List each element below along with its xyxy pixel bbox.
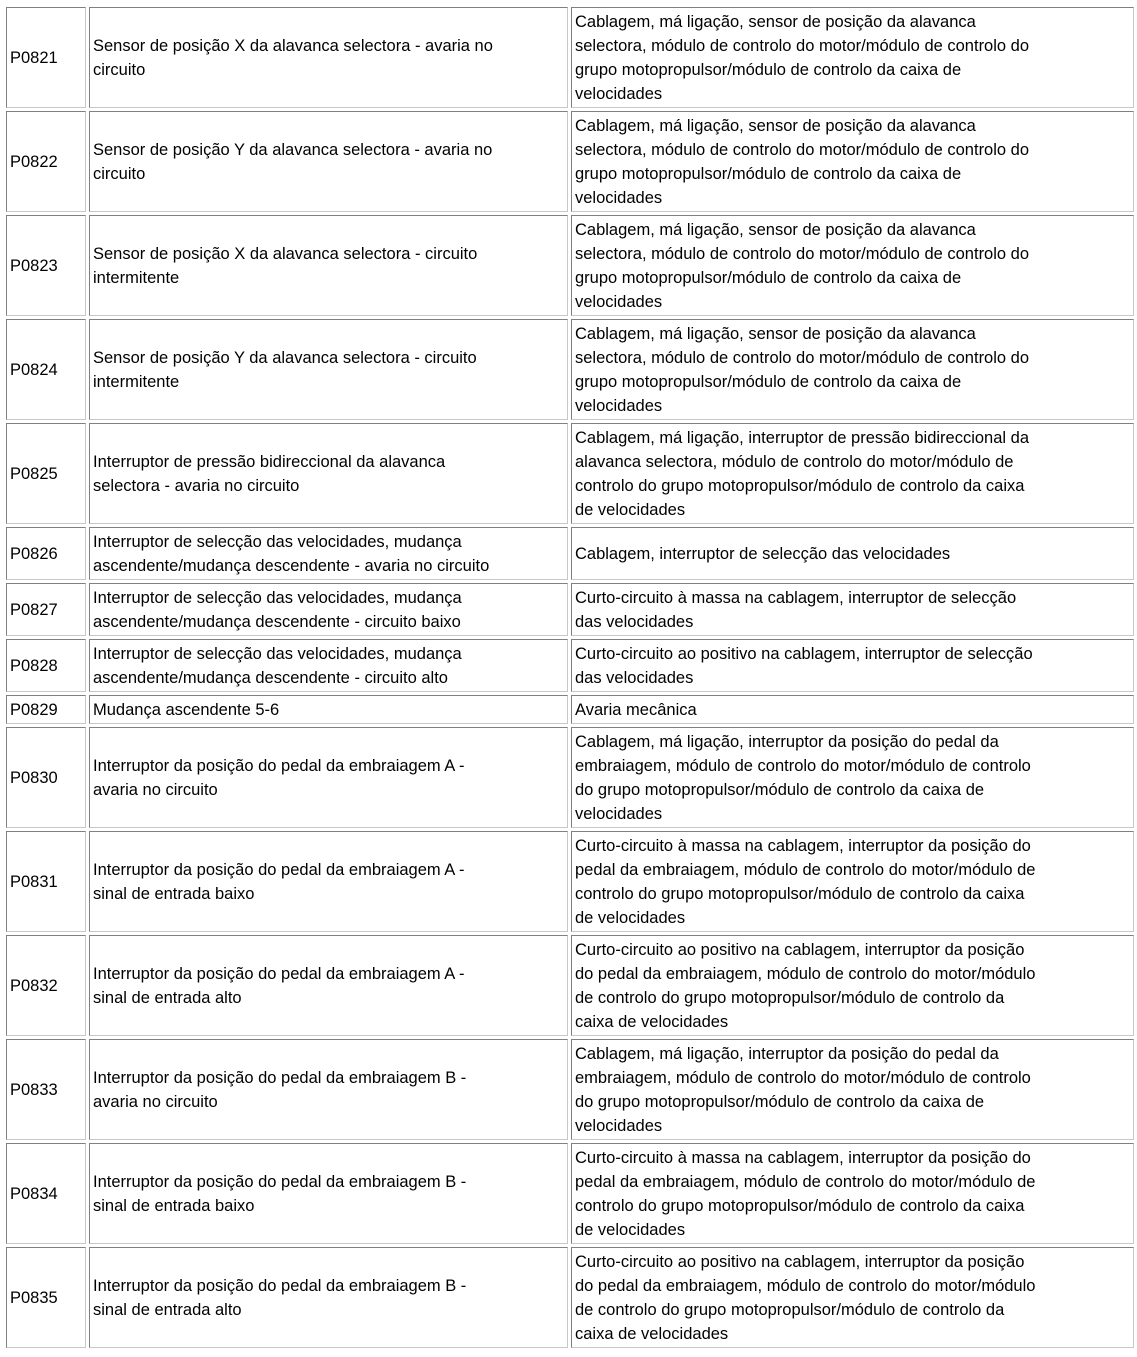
dtc-description-line: Sensor de posição Y da alavanca selectora - circuito	[93, 349, 477, 367]
dtc-description-cell	[89, 1247, 568, 1348]
dtc-description-cell	[89, 111, 568, 212]
dtc-cause-cell	[571, 1039, 1134, 1140]
dtc-code-cell: P0832	[6, 935, 86, 1036]
table-row	[6, 7, 1134, 108]
dtc-cause-line: Curto-circuito à massa na cablagem, interruptor da posição do	[575, 1149, 1031, 1167]
table-row	[6, 1247, 1134, 1348]
dtc-cause-line: pedal da embraiagem, módulo de controlo do motor/módulo de	[575, 861, 1036, 879]
dtc-cause-line: de controlo do grupo motopropulsor/módulo de controlo da	[575, 989, 1005, 1007]
dtc-description-line: intermitente	[93, 373, 180, 391]
table-row	[6, 727, 1134, 828]
dtc-cause-line: selectora, módulo de controlo do motor/módulo de controlo do	[575, 245, 1030, 263]
dtc-cause-line: do grupo motopropulsor/módulo de controlo da caixa de	[575, 781, 985, 799]
dtc-description-line: Sensor de posição X da alavanca selectora - circuito	[93, 245, 478, 263]
table-row	[6, 1039, 1134, 1140]
dtc-description-line: circuito	[93, 61, 146, 79]
dtc-cause-cell	[571, 111, 1134, 212]
dtc-description-cell	[89, 583, 568, 636]
table-row	[6, 215, 1134, 316]
dtc-cause-line: controlo do grupo motopropulsor/módulo de controlo da caixa	[575, 1197, 1025, 1215]
dtc-description-line: Sensor de posição X da alavanca selectora - avaria no	[93, 37, 493, 55]
dtc-code-cell: P0830	[6, 727, 86, 828]
dtc-code-cell: P0827	[6, 583, 86, 636]
dtc-description-line: Interruptor de selecção das velocidades, mudança	[93, 589, 462, 607]
dtc-description-line: selectora - avaria no circuito	[93, 477, 300, 495]
dtc-cause-line: Cablagem, má ligação, interruptor de pressão bidireccional da	[575, 429, 1029, 447]
dtc-description-line: ascendente/mudança descendente - circuito alto	[93, 669, 448, 687]
dtc-cause-cell	[571, 583, 1134, 636]
dtc-cause-line: de velocidades	[575, 909, 686, 927]
dtc-cause-line: Curto-circuito ao positivo na cablagem, interruptor da posição	[575, 1253, 1025, 1271]
dtc-description-cell	[89, 7, 568, 108]
dtc-description-line: Mudança ascendente 5-6	[93, 701, 280, 719]
dtc-description-line: Interruptor de pressão bidireccional da alavanca	[93, 453, 446, 471]
dtc-cause-line: Curto-circuito ao positivo na cablagem, interruptor da posição	[575, 941, 1025, 959]
dtc-cause-line: selectora, módulo de controlo do motor/módulo de controlo do	[575, 37, 1030, 55]
table-row	[6, 423, 1134, 524]
dtc-cause-cell	[571, 935, 1134, 1036]
dtc-description-cell	[89, 215, 568, 316]
dtc-description-line: sinal de entrada alto	[93, 1301, 242, 1319]
dtc-cause-line: do pedal da embraiagem, módulo de controlo do motor/módulo	[575, 965, 1036, 983]
dtc-cause-line: embraiagem, módulo de controlo do motor/módulo de controlo	[575, 1069, 1031, 1087]
dtc-cause-line: Cablagem, má ligação, interruptor da posição do pedal da	[575, 733, 999, 751]
dtc-description-cell	[89, 1143, 568, 1244]
dtc-cause-line: caixa de velocidades	[575, 1013, 729, 1031]
dtc-cause-line: controlo do grupo motopropulsor/módulo de controlo da caixa	[575, 477, 1025, 495]
dtc-cause-line: grupo motopropulsor/módulo de controlo da caixa de	[575, 61, 962, 79]
dtc-cause-cell	[571, 1247, 1134, 1348]
dtc-cause-line: velocidades	[575, 397, 663, 415]
dtc-cause-line: Curto-circuito à massa na cablagem, interruptor da posição do	[575, 837, 1031, 855]
dtc-cause-cell	[571, 1143, 1134, 1244]
dtc-description-line: Interruptor da posição do pedal da embraiagem B -	[93, 1069, 467, 1087]
dtc-cause-cell	[571, 319, 1134, 420]
dtc-description-line: sinal de entrada baixo	[93, 1197, 255, 1215]
dtc-cause-line: Curto-circuito à massa na cablagem, interruptor de selecção	[575, 589, 1017, 607]
dtc-cause-line: caixa de velocidades	[575, 1325, 729, 1343]
dtc-cause-line: Cablagem, má ligação, sensor de posição da alavanca	[575, 221, 976, 239]
dtc-cause-line: selectora, módulo de controlo do motor/módulo de controlo do	[575, 349, 1030, 367]
dtc-description-cell	[89, 423, 568, 524]
dtc-description-line: ascendente/mudança descendente - circuito baixo	[93, 613, 461, 631]
dtc-table-body	[6, 7, 1134, 1348]
dtc-cause-line: Cablagem, má ligação, interruptor da posição do pedal da	[575, 1045, 999, 1063]
dtc-cause-line: Avaria mecânica	[575, 701, 697, 719]
dtc-code-cell: P0834	[6, 1143, 86, 1244]
dtc-description-line: avaria no circuito	[93, 781, 218, 799]
dtc-code-cell: P0833	[6, 1039, 86, 1140]
dtc-description-line: ascendente/mudança descendente - avaria no circuito	[93, 557, 490, 575]
dtc-description-cell	[89, 727, 568, 828]
dtc-cause-line: do pedal da embraiagem, módulo de controlo do motor/módulo	[575, 1277, 1036, 1295]
dtc-description-cell	[89, 935, 568, 1036]
dtc-cause-line: Cablagem, interruptor de selecção das velocidades	[575, 545, 951, 563]
dtc-cause-cell	[571, 695, 1134, 724]
dtc-cause-line: das velocidades	[575, 613, 694, 631]
dtc-code-cell: P0825	[6, 423, 86, 524]
dtc-description-line: Interruptor de selecção das velocidades, mudança	[93, 645, 462, 663]
dtc-cause-line: de velocidades	[575, 1221, 686, 1239]
dtc-description-cell	[89, 831, 568, 932]
dtc-description-cell	[89, 319, 568, 420]
dtc-cause-cell	[571, 639, 1134, 692]
dtc-code-cell: P0822	[6, 111, 86, 212]
dtc-cause-line: de velocidades	[575, 501, 686, 519]
dtc-cause-cell	[571, 7, 1134, 108]
dtc-description-line: Interruptor da posição do pedal da embraiagem A -	[93, 965, 465, 983]
dtc-cause-line: velocidades	[575, 293, 663, 311]
table-row	[6, 935, 1134, 1036]
dtc-code-cell: P0831	[6, 831, 86, 932]
dtc-cause-cell	[571, 215, 1134, 316]
dtc-description-line: intermitente	[93, 269, 180, 287]
dtc-description-line: Sensor de posição Y da alavanca selectora - avaria no	[93, 141, 493, 159]
dtc-description-cell	[89, 695, 568, 724]
dtc-code-cell: P0821	[6, 7, 86, 108]
dtc-code-cell: P0823	[6, 215, 86, 316]
dtc-cause-line: velocidades	[575, 1117, 663, 1135]
dtc-cause-line: velocidades	[575, 805, 663, 823]
dtc-description-line: Interruptor da posição do pedal da embraiagem A -	[93, 861, 465, 879]
table-row	[6, 527, 1134, 580]
dtc-cause-line: das velocidades	[575, 669, 694, 687]
dtc-cause-line: velocidades	[575, 85, 663, 103]
dtc-description-line: sinal de entrada baixo	[93, 885, 255, 903]
dtc-cause-line: velocidades	[575, 189, 663, 207]
dtc-cause-line: grupo motopropulsor/módulo de controlo da caixa de	[575, 269, 962, 287]
table-row	[6, 831, 1134, 932]
table-row	[6, 1143, 1134, 1244]
table-row	[6, 583, 1134, 636]
dtc-description-line: Interruptor da posição do pedal da embraiagem A -	[93, 757, 465, 775]
dtc-cause-line: selectora, módulo de controlo do motor/módulo de controlo do	[575, 141, 1030, 159]
dtc-cause-line: embraiagem, módulo de controlo do motor/módulo de controlo	[575, 757, 1031, 775]
dtc-description-cell	[89, 639, 568, 692]
table-row	[6, 111, 1134, 212]
dtc-table	[3, 4, 1137, 1351]
table-row	[6, 695, 1134, 724]
dtc-description-line: Interruptor da posição do pedal da embraiagem B -	[93, 1277, 467, 1295]
dtc-description-cell	[89, 1039, 568, 1140]
dtc-cause-cell	[571, 527, 1134, 580]
dtc-description-line: avaria no circuito	[93, 1093, 218, 1111]
dtc-code-cell: P0829	[6, 695, 86, 724]
table-row	[6, 639, 1134, 692]
dtc-cause-line: Cablagem, má ligação, sensor de posição da alavanca	[575, 325, 976, 343]
dtc-cause-line: Curto-circuito ao positivo na cablagem, interruptor de selecção	[575, 645, 1033, 663]
dtc-cause-line: de controlo do grupo motopropulsor/módulo de controlo da	[575, 1301, 1005, 1319]
dtc-code-cell: P0824	[6, 319, 86, 420]
dtc-description-line: sinal de entrada alto	[93, 989, 242, 1007]
dtc-cause-cell	[571, 727, 1134, 828]
dtc-cause-line: Cablagem, má ligação, sensor de posição da alavanca	[575, 13, 976, 31]
dtc-cause-line: grupo motopropulsor/módulo de controlo da caixa de	[575, 165, 962, 183]
dtc-description-line: circuito	[93, 165, 146, 183]
dtc-cause-line: Cablagem, má ligação, sensor de posição da alavanca	[575, 117, 976, 135]
dtc-cause-line: grupo motopropulsor/módulo de controlo da caixa de	[575, 373, 962, 391]
dtc-cause-cell	[571, 831, 1134, 932]
dtc-cause-line: alavanca selectora, módulo de controlo do motor/módulo de	[575, 453, 1014, 471]
dtc-description-cell	[89, 527, 568, 580]
dtc-description-line: Interruptor da posição do pedal da embraiagem B -	[93, 1173, 467, 1191]
table-row	[6, 319, 1134, 420]
dtc-cause-line: pedal da embraiagem, módulo de controlo do motor/módulo de	[575, 1173, 1036, 1191]
dtc-cause-line: controlo do grupo motopropulsor/módulo de controlo da caixa	[575, 885, 1025, 903]
dtc-cause-cell	[571, 423, 1134, 524]
dtc-cause-line: do grupo motopropulsor/módulo de controlo da caixa de	[575, 1093, 985, 1111]
dtc-description-line: Interruptor de selecção das velocidades, mudança	[93, 533, 462, 551]
dtc-code-cell: P0828	[6, 639, 86, 692]
dtc-code-cell: P0826	[6, 527, 86, 580]
dtc-code-cell: P0835	[6, 1247, 86, 1348]
